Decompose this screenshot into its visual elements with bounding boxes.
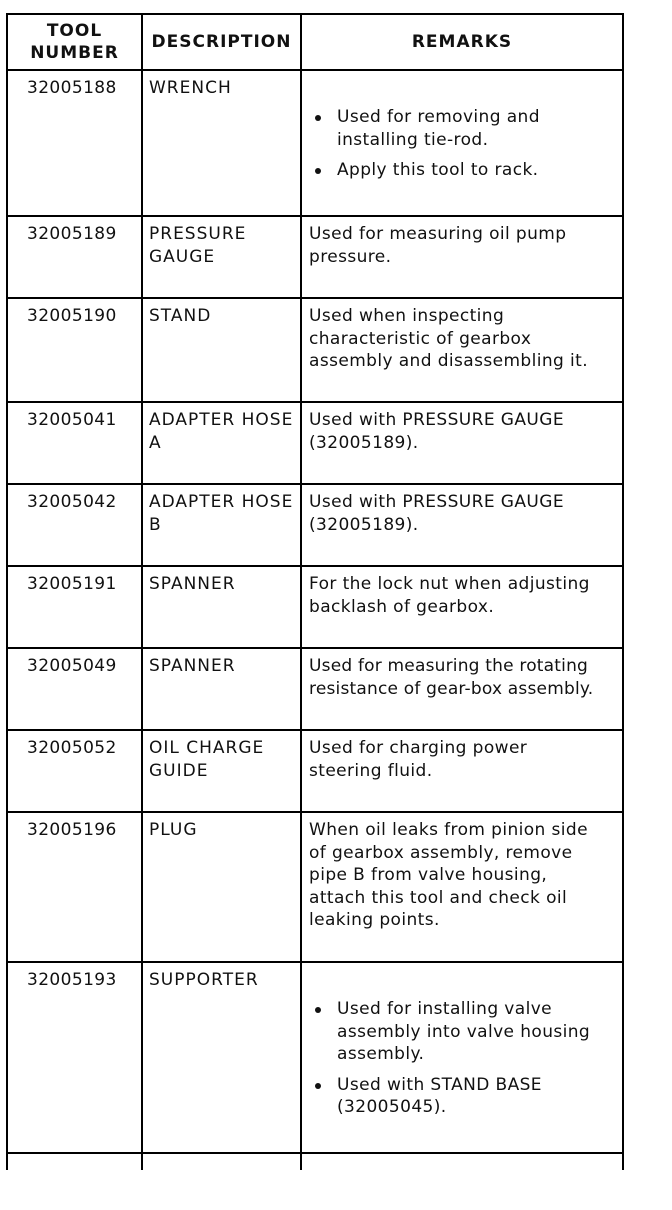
grid-line (6, 401, 624, 403)
tool-number: 32005188 (27, 78, 117, 98)
tool-description: SPANNER (149, 656, 236, 676)
grid-line (6, 215, 624, 217)
tool-remarks (309, 998, 599, 1127)
grid-line (6, 729, 624, 731)
tool-description: PRESSURE GAUGE (149, 224, 247, 267)
tool-remarks: For the lock nut when adjusting backlash of gearbox. (309, 574, 590, 617)
tool-remarks: Used for measuring the rotating resistance of gear-box assembly. (309, 656, 594, 699)
tool-number: 32005190 (27, 306, 117, 326)
tool-description: SUPPORTER (149, 970, 259, 990)
bullet-icon (315, 1083, 321, 1089)
header-remarks: REMARKS (411, 32, 513, 52)
grid-line (6, 13, 8, 1170)
grid-line (6, 483, 624, 485)
grid-line (141, 13, 143, 1170)
remark-bullet: Used for removing and installing tie-rod. (309, 106, 619, 151)
tool-description: SPANNER (149, 574, 236, 594)
tool-remarks (309, 106, 619, 190)
tool-description: WRENCH (149, 78, 232, 98)
grid-line (6, 565, 624, 567)
tool-number: 32005052 (27, 738, 117, 758)
tool-description: OIL CHARGE GUIDE (149, 738, 265, 781)
grid-line (6, 1152, 624, 1154)
grid-line (300, 13, 302, 1170)
remark-bullet: Used for installing valve assembly into valve housing assembly. (309, 998, 599, 1066)
bullet-icon (315, 1007, 321, 1013)
bullet-icon (315, 168, 321, 174)
tool-remarks: Used for measuring oil pump pressure. (309, 224, 567, 267)
tool-remarks: Used with PRESSURE GAUGE (32005189). (309, 410, 564, 453)
header-tool-number: TOOL NUMBER (30, 21, 119, 63)
grid-line (622, 13, 624, 1170)
grid-line (6, 647, 624, 649)
tool-description: ADAPTER HOSE B (149, 492, 294, 535)
tool-number: 32005049 (27, 656, 117, 676)
bullet-icon (315, 115, 321, 121)
tool-remarks: Used when inspecting characteristic of gearbox assembly and disassembling it. (309, 306, 589, 371)
tool-number: 32005193 (27, 970, 117, 990)
header-description: DESCRIPTION (151, 32, 292, 52)
grid-line (6, 811, 624, 813)
tool-remarks: When oil leaks from pinion side of gearbox assembly, remove pipe B from valve housing, attach this tool and check oil leaking points. (309, 820, 588, 930)
tool-remarks: Used for charging power steering fluid. (309, 738, 528, 781)
remark-bullet: Apply this tool to rack. (309, 159, 619, 182)
tool-number: 32005041 (27, 410, 117, 430)
grid-line (6, 69, 624, 71)
remark-bullet: Used with STAND BASE (32005045). (309, 1074, 599, 1119)
tool-number: 32005189 (27, 224, 117, 244)
grid-line (6, 961, 624, 963)
tool-description: PLUG (149, 820, 198, 840)
tool-number: 32005196 (27, 820, 117, 840)
tool-number: 32005191 (27, 574, 117, 594)
tool-description: STAND (149, 306, 212, 326)
tool-description: ADAPTER HOSE A (149, 410, 294, 453)
tool-remarks: Used with PRESSURE GAUGE (32005189). (309, 492, 564, 535)
grid-line (6, 297, 624, 299)
tool-number: 32005042 (27, 492, 117, 512)
